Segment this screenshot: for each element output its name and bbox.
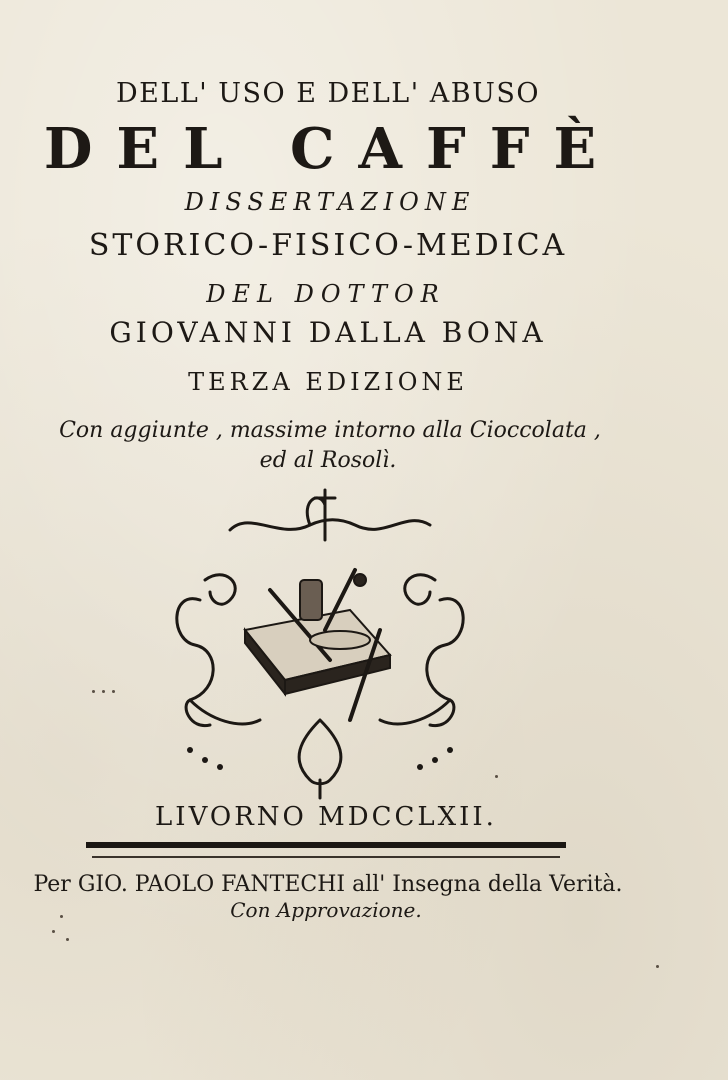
main-title: DEL CAFFÈ: [43, 116, 621, 182]
paper-speck: [656, 965, 659, 968]
paper-speck: [92, 690, 95, 693]
paper-speck: [52, 930, 55, 933]
paper-speck: [102, 690, 105, 693]
title-line-dissertazione: DISSERTAZIONE: [184, 188, 476, 216]
engraved-ornament-vignette-icon: [150, 480, 490, 800]
paper-speck: [495, 775, 498, 778]
paper-speck: [60, 915, 63, 918]
title-line-del-dottor: DEL DOTTOR: [206, 280, 446, 308]
paper-speck: [66, 938, 69, 941]
title-line-uso-abuso: DELL' USO E DELL' ABUSO: [116, 78, 540, 109]
place-and-year: LIVORNO MDCCLXII.: [155, 802, 497, 832]
title-line-storico: STORICO-FISICO-MEDICA: [88, 228, 568, 263]
edition: TERZA EDIZIONE: [188, 368, 468, 396]
subtitle-line-1: Con aggiunte , massime intorno alla Cioccolata ,: [59, 418, 601, 443]
thick-rule: [86, 842, 566, 848]
subtitle-line-2: ed al Rosolì.: [259, 448, 397, 473]
author-name: GIOVANNI DALLA BONA: [109, 316, 547, 349]
thin-rule: [92, 856, 560, 858]
approval-line: Con Approvazione.: [230, 898, 422, 922]
printer-line: Per GIO. PAOLO FANTECHI all' Insegna della Verità.: [33, 872, 623, 897]
paper-speck: [112, 690, 115, 693]
